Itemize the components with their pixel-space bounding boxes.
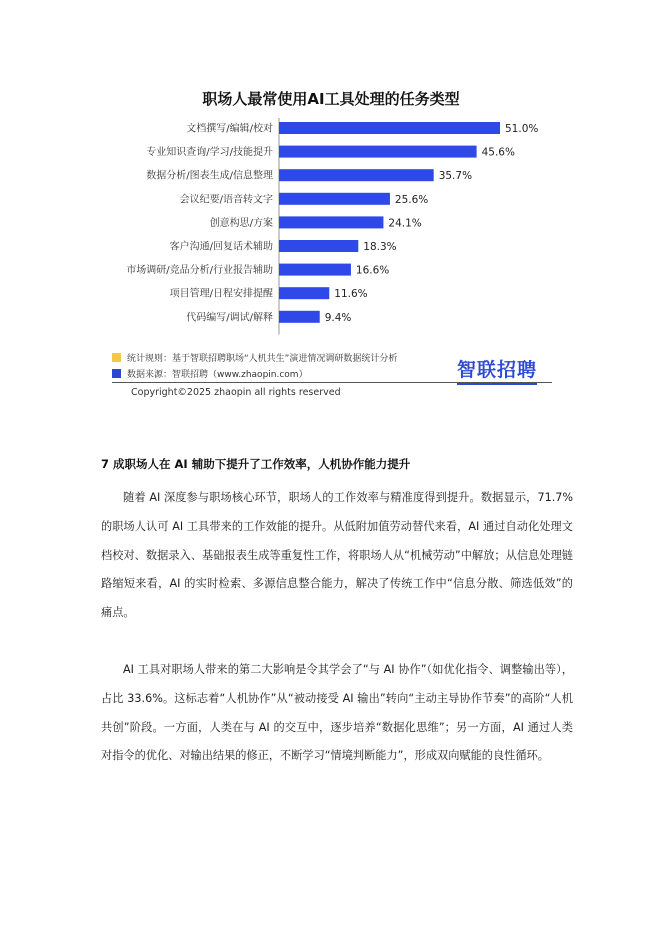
chart-title: 职场人最常使用AI工具处理的任务类型 xyxy=(202,90,460,108)
legend-source-swatch xyxy=(112,369,121,378)
category-label: 创意构思/方案 xyxy=(209,217,273,229)
bar xyxy=(279,169,434,181)
data-label: 11.6% xyxy=(334,288,368,301)
category-label: 文档撰写/编辑/校对 xyxy=(186,123,273,135)
divider xyxy=(112,382,552,383)
bar xyxy=(279,146,477,158)
category-label: 市场调研/竞品分析/行业报告辅助 xyxy=(126,265,273,277)
body-paragraph-2: AI 工具对职场人带来的第二大影响是令其学会了“与 AI 协作”（如优化指令、调整输出等），占比 33.6%。这标志着“人机协作”从“被动接受 AI 输出”转向“主动主导协作节奏”的高阶“人机共创”阶段。一方面，人类在与 AI 的交互中，逐步培养“数据化思维”；另一方面，AI 通过人类对指令的优化、对输出结果的修正，不断学习“情境判断能力”，形成双向赋能的良性循环。 xyxy=(101,663,573,763)
category-label: 专业知识查询/学习/技能提升 xyxy=(146,147,273,159)
data-label: 51.0% xyxy=(505,123,539,135)
copyright-text: Copyright©2025 zhaopin all rights reserved xyxy=(131,387,341,398)
bar xyxy=(279,264,351,276)
category-label: 会议纪要/语音转文字 xyxy=(179,194,273,206)
data-label: 16.6% xyxy=(355,264,390,277)
bar xyxy=(279,311,320,323)
legend-rule-row xyxy=(112,350,397,364)
category-label: 项目管理/日程安排提醒 xyxy=(169,288,273,300)
data-label: 45.6% xyxy=(481,146,515,159)
category-label: 客户沟通/回复话术辅助 xyxy=(169,241,273,253)
data-label: 18.3% xyxy=(363,241,397,253)
data-label: 35.7% xyxy=(438,170,473,183)
legend-source-text: 数据来源：智联招聘（www.zhaopin.com） xyxy=(127,369,308,380)
legend-rule-text: 统计规则：基于智联招聘职场“人机共生”演进情况调研数据统计分析 xyxy=(127,353,398,364)
category-label: 数据分析/图表生成/信息整理 xyxy=(146,170,273,182)
legend-source-row xyxy=(112,366,308,380)
data-label: 25.6% xyxy=(394,193,429,206)
bar xyxy=(279,122,500,134)
body-paragraph-1: 随着 AI 深度参与职场核心环节，职场人的工作效率与精准度得到提升。数据显示，71.7%的职场人认可 AI 工具带来的工作效能的提升。从低附加值劳动替代来看，AI 通过自动化处理文档校对、数据录入、基础报表生成等重复性工作，将职场人从“机械劳动”中解放；从信息处理链路缩短来看，AI 的实时检索、多源信息整合能力，解决了传统工作中“信息分散、筛选低效”的痛点。 xyxy=(101,491,573,620)
legend-rule-swatch xyxy=(112,353,121,362)
bar-chart xyxy=(0,118,662,340)
bar xyxy=(279,287,329,299)
section-heading: 7 成职场人在 AI 辅助下提升了工作效率，人机协作能力提升 xyxy=(101,457,411,471)
data-label: 24.1% xyxy=(388,217,422,230)
category-label: 代码编写/调试/解释 xyxy=(186,312,273,324)
bar xyxy=(279,240,358,252)
bar xyxy=(279,193,390,205)
bar xyxy=(279,216,383,228)
zhaopin-logo: 智联招聘 xyxy=(457,355,537,385)
data-label: 9.4% xyxy=(324,311,352,324)
